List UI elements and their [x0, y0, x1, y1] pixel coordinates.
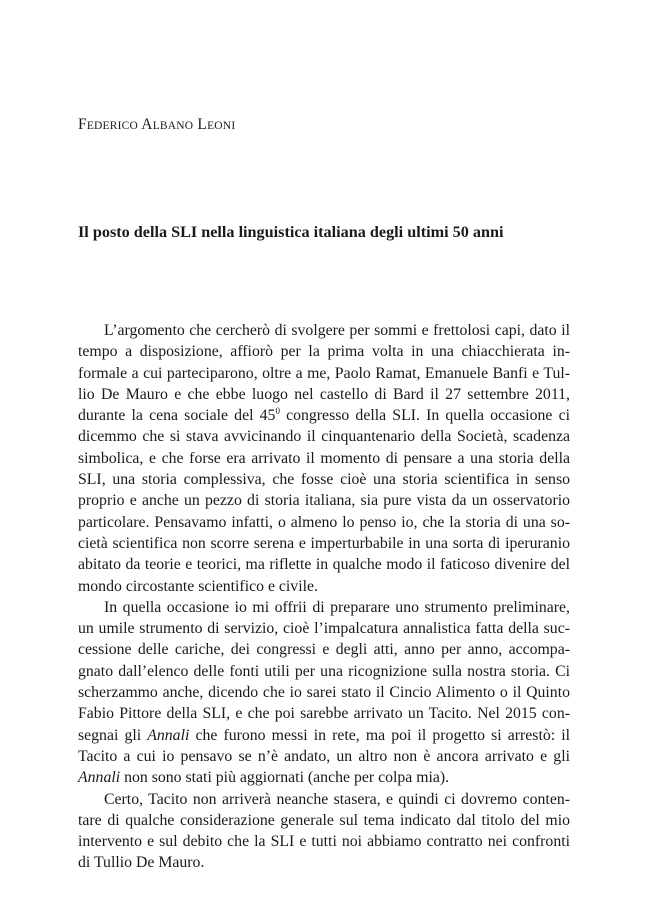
article-title: Il posto della SLI nella linguistica italiana degli ultimi 50 anni [78, 223, 504, 241]
author-name [78, 116, 235, 134]
italic-annali-1: Annali [147, 726, 190, 744]
italic-annali-2: Annali [78, 769, 121, 787]
author-last-name: LEONI [197, 116, 236, 133]
article-body [78, 320, 570, 874]
paragraph-2: In quella occasione io mi offrii di preparare uno strumento preliminare, un umile strumento di servizio, cioè l’impalcatura annalistica fatta della successione delle cariche, dei congressi e degli atti, anno per anno, accompagnato dall’elenco delle fonti utili per una ricognizione sulla nostra storia. Ci scherzammo anche, dicendo che io sarei stato il Cincio Alimento o il Quinto Fabio Pittore della SLI, e che poi sarebbe arrivato un Tacito. Nel 2015 consegnai gli Annali che furono messi in rete, ma poi il progetto si arrestò: il Tacito a cui io pensavo se n’è andato, un altro non è ancora arrivato e gli Annali non sono stati più aggiornati (anche per colpa mia). [78, 598, 571, 787]
paragraph-1: L’argomento che cercherò di svolgere per sommi e frettolosi capi, dato il tempo a disposizione, affiorò per la prima volta in una chiacchierata informale a cui parteciparono, oltre a me, Paolo Ramat, Emanuele Banfi e Tullio De Mauro e che ebbe luogo nel castello di Bard il 27 settembre 2011, durante la cena sociale del $45^0$ congresso della SLI. In quella occasione ci dicemmo che si stava avvicinando il cinquantenario della Società, scadenza simbolica, e che forse era arrivato il momento di pensare a una storia della SLI, una storia complessiva, che fosse cioè una storia scientifica in senso proprio e anche un pezzo di storia italiana, sia pure vista da un osservatorio particolare. Pensavamo infatti, o almeno lo penso io, che la storia di una società scientifica non scorre serena e imperturbabile in una sorta di iperuranio abitato da teorie e teorici, ma riflette in qualche modo il faticoso divenire del mondo circostante scientifico e civile. [78, 322, 570, 595]
ordinal-superscript: 0 [275, 406, 280, 417]
author-middle-name: ALBANO [141, 116, 194, 133]
author-first-name: FEDERICO [78, 116, 139, 133]
paragraph-3: Certo, Tacito non arriverà neanche stasera, e quindi ci dovremo contentare di qualche considerazione generale sul tema indicato dal titolo del mio intervento e sul debito che la SLI e tutti noi abbiamo contratto nei confronti di Tullio De Mauro. [78, 790, 570, 872]
